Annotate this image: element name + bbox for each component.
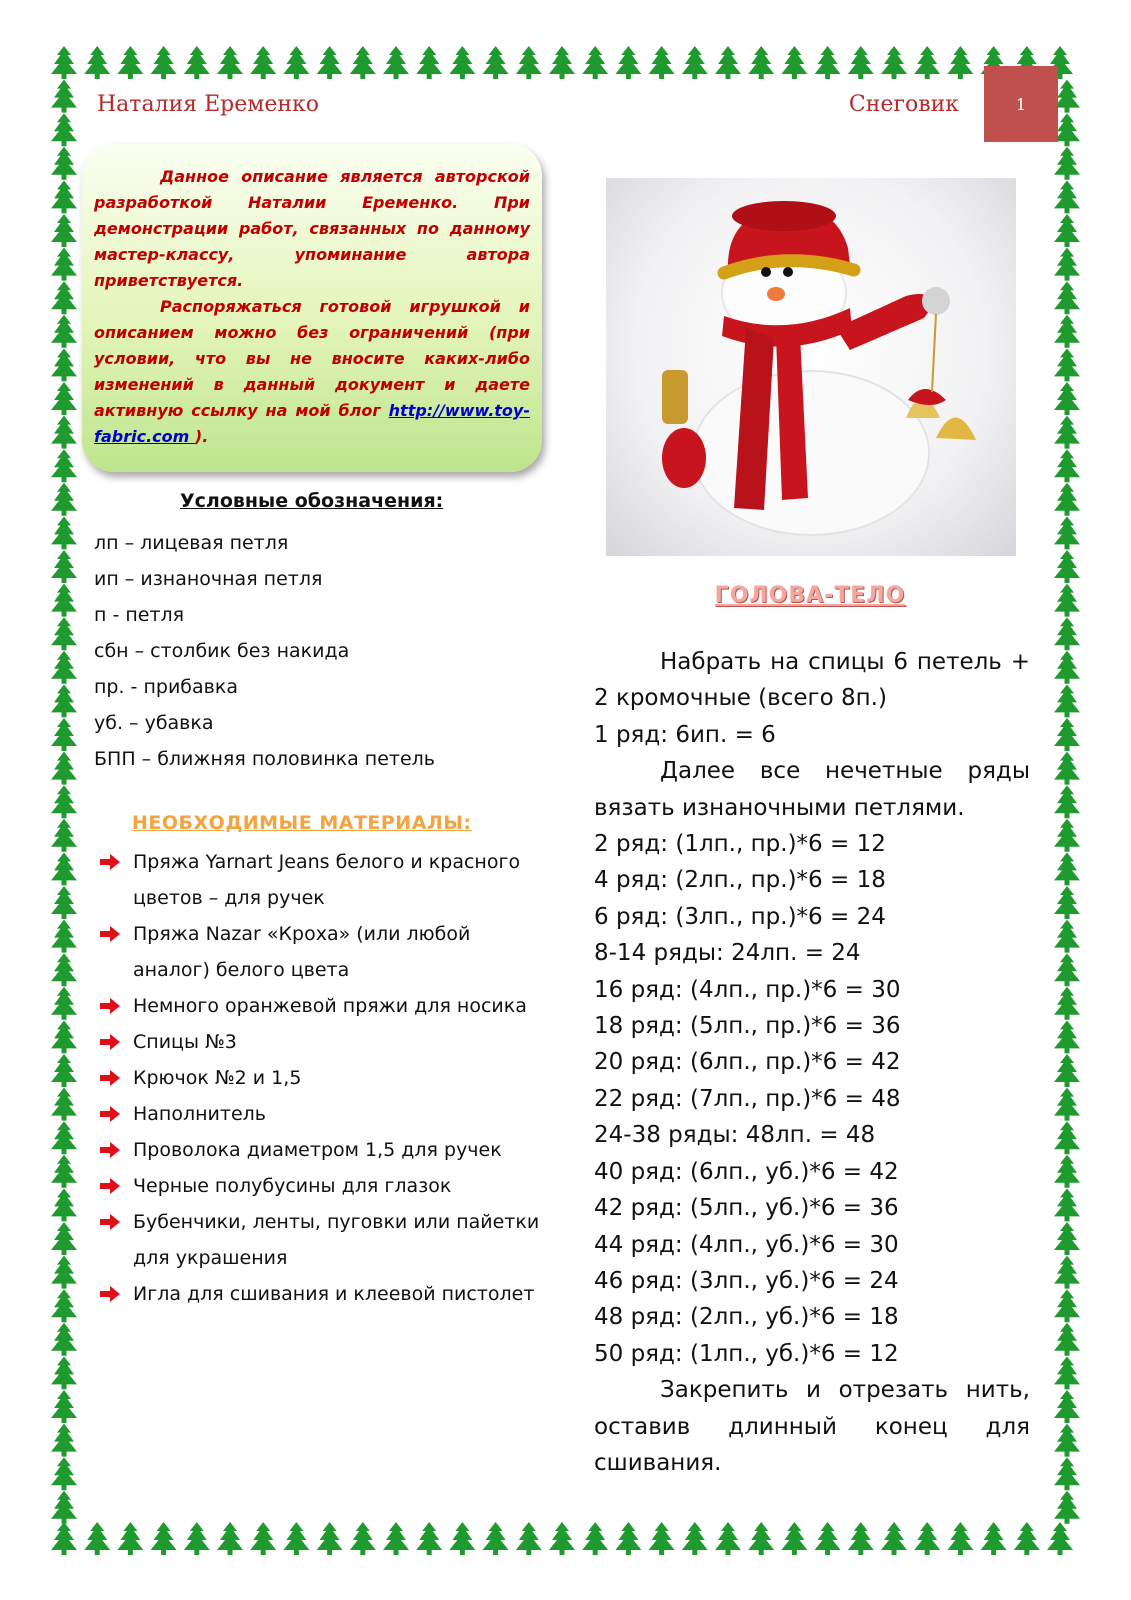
tree-icon (250, 1522, 276, 1555)
material-item: Пряжа Yarnart Jeans белого и красного цветов – для ручек (100, 844, 550, 916)
copyright-note (82, 144, 542, 472)
instruction-row: 2 ряд: (1лп., пр.)*6 = 12 (594, 831, 886, 858)
tree-icon (151, 1522, 177, 1555)
tree-icon (1054, 315, 1080, 348)
material-item: Наполнитель (100, 1096, 550, 1132)
tree-icon (981, 1522, 1007, 1555)
tree-icon (51, 550, 77, 583)
tree-icon (1054, 785, 1080, 818)
legend-item: сбн – столбик без накида (94, 640, 350, 662)
tree-icon (1054, 886, 1080, 919)
tree-icon (1054, 1256, 1080, 1289)
tree-icon (1054, 382, 1080, 415)
tree-icon (1054, 1054, 1080, 1087)
tree-icon (51, 281, 77, 314)
instruction-row: 44 ряд: (4лп., уб.)*6 = 30 (594, 1231, 899, 1258)
legend-item: ип – изнаночная петля (94, 568, 323, 590)
tree-icon (1054, 718, 1080, 751)
tree-icon (582, 1522, 608, 1555)
tree-icon (715, 46, 741, 79)
tree-icon (549, 1522, 575, 1555)
page-number: 1 (984, 66, 1058, 142)
tree-icon (1054, 1457, 1080, 1490)
tree-icon (1054, 819, 1080, 852)
tree-icon (51, 684, 77, 717)
instruction-row: 42 ряд: (5лп., уб.)*6 = 36 (594, 1195, 899, 1222)
instruction-row: 1 ряд: 6ип. = 6 (594, 721, 776, 748)
material-item: Спицы №3 (100, 1024, 550, 1060)
tree-icon (1054, 516, 1080, 549)
material-item: Проволока диаметром 1,5 для ручек (100, 1132, 550, 1168)
material-item: Пряжа Nazar «Кроха» (или любой аналог) белого цвета (100, 916, 550, 988)
tree-icon (1054, 651, 1080, 684)
tree-icon (51, 1522, 77, 1555)
tree-icon (84, 46, 110, 79)
tree-icon (781, 1522, 807, 1555)
instruction-row: 16 ряд: (4лп., пр.)*6 = 30 (594, 976, 901, 1003)
tree-icon (1054, 1088, 1080, 1121)
tree-icon (1054, 920, 1080, 953)
tree-icon (51, 1188, 77, 1221)
tree-icon (51, 483, 77, 516)
tree-icon (449, 46, 475, 79)
tree-icon (383, 1522, 409, 1555)
tree-icon (483, 1522, 509, 1555)
tree-icon (1054, 281, 1080, 314)
arrow-bullet-icon (100, 1142, 120, 1158)
tree-icon (317, 1522, 343, 1555)
tree-icon (914, 46, 940, 79)
instruction-row: 48 ряд: (2лп., уб.)*6 = 18 (594, 1304, 899, 1331)
instructions (594, 644, 1030, 1481)
material-item: Черные полубусины для глазок (100, 1168, 550, 1204)
instruction-row: 46 ряд: (3лп., уб.)*6 = 24 (594, 1267, 899, 1294)
header-author: Наталия Еременко (97, 92, 320, 117)
arrow-bullet-icon (100, 998, 120, 1014)
tree-icon (51, 1155, 77, 1188)
materials-list (100, 844, 550, 1312)
tree-icon (1054, 1222, 1080, 1255)
tree-icon (1054, 1491, 1080, 1524)
tree-icon (51, 248, 77, 281)
tree-icon (748, 1522, 774, 1555)
material-item: Бубенчики, ленты, пуговки или пайетки для украшения (100, 1204, 550, 1276)
arrow-bullet-icon (100, 1034, 120, 1050)
blog-link[interactable]: http://www.toy-fabric.com (94, 401, 530, 446)
tree-icon (1054, 852, 1080, 885)
tree-icon (1054, 1356, 1080, 1389)
tree-icon (51, 1390, 77, 1423)
tree-icon (582, 46, 608, 79)
tree-icon (51, 1356, 77, 1389)
tree-icon (649, 1522, 675, 1555)
tree-icon (117, 46, 143, 79)
tree-icon (151, 46, 177, 79)
tree-icon (117, 1522, 143, 1555)
legend-list (94, 525, 435, 777)
tree-icon (748, 46, 774, 79)
tree-icon (51, 449, 77, 482)
arrow-bullet-icon (100, 1106, 120, 1122)
tree-icon (51, 382, 77, 415)
tree-icon (51, 1424, 77, 1457)
tree-icon (914, 1522, 940, 1555)
tree-icon (1054, 1020, 1080, 1053)
note-paragraph-2: Распоряжаться готовой игрушкой и описанием можно без ограничений (при условии, что вы не вносите каких-либо изменений в данный документ и даете активную ссылку на мой блог http://www.toy-fabric.com ). (94, 297, 530, 446)
instruction-row: 8-14 ряды: 24лп. = 24 (594, 940, 861, 967)
snowman-illustration (606, 178, 1016, 556)
tree-icon (283, 1522, 309, 1555)
tree-icon (947, 1522, 973, 1555)
tree-icon (1054, 1121, 1080, 1154)
instruction-row: 40 ряд: (6лп., уб.)*6 = 42 (594, 1158, 899, 1185)
tree-icon (416, 1522, 442, 1555)
tree-icon (51, 752, 77, 785)
tree-icon (51, 920, 77, 953)
tree-icon (715, 1522, 741, 1555)
arrow-bullet-icon (100, 1178, 120, 1194)
instruction-row: 24-38 ряды: 48лп. = 48 (594, 1122, 876, 1149)
legend-item: лп – лицевая петля (94, 532, 289, 554)
tree-icon (1054, 348, 1080, 381)
tree-icon (483, 46, 509, 79)
tree-icon (51, 1289, 77, 1322)
tree-icon (184, 46, 210, 79)
tree-icon (217, 46, 243, 79)
section-title: ГОЛОВА-ТЕЛО (714, 583, 906, 608)
tree-icon (51, 1222, 77, 1255)
arrow-bullet-icon (100, 1214, 120, 1230)
tree-icon (51, 785, 77, 818)
tree-icon (51, 214, 77, 247)
legend-item: пр. - прибавка (94, 676, 238, 698)
header-title: Снеговик (848, 92, 959, 117)
tree-icon (848, 1522, 874, 1555)
tree-icon (51, 819, 77, 852)
tree-icon (682, 46, 708, 79)
tree-icon (1054, 550, 1080, 583)
tree-icon (350, 46, 376, 79)
legend-title: Условные обозначения: (180, 490, 444, 512)
tree-icon (881, 1522, 907, 1555)
legend-item: уб. – убавка (94, 712, 214, 734)
instruction-row: 22 ряд: (7лп., пр.)*6 = 48 (594, 1085, 901, 1112)
tree-icon (51, 1088, 77, 1121)
tree-icon (815, 1522, 841, 1555)
tree-icon (1054, 147, 1080, 180)
tree-icon (51, 718, 77, 751)
tree-icon (51, 348, 77, 381)
tree-icon (51, 1457, 77, 1490)
tree-icon (51, 1121, 77, 1154)
instruction-row: 20 ряд: (6лп., пр.)*6 = 42 (594, 1049, 901, 1076)
tree-icon (1054, 684, 1080, 717)
tree-icon (1054, 449, 1080, 482)
tree-icon (416, 46, 442, 79)
tree-icon (449, 1522, 475, 1555)
tree-icon (1054, 248, 1080, 281)
material-item: Игла для сшивания и клеевой пистолет (100, 1276, 550, 1312)
tree-icon (51, 987, 77, 1020)
tree-icon (51, 315, 77, 348)
tree-icon (682, 1522, 708, 1555)
tree-icon (51, 651, 77, 684)
legend-item: БПП – ближняя половинка петель (94, 748, 435, 770)
tree-icon (1047, 1522, 1073, 1555)
tree-icon (516, 1522, 542, 1555)
material-item: Крючок №2 и 1,5 (100, 1060, 550, 1096)
tree-icon (516, 46, 542, 79)
instruction-row: 50 ряд: (1лп., уб.)*6 = 12 (594, 1340, 899, 1367)
tree-icon (1014, 1522, 1040, 1555)
tree-icon (1054, 416, 1080, 449)
materials-title: НЕОБХОДИМЫЕ МАТЕРИАЛЫ: (132, 812, 472, 834)
tree-icon (51, 1491, 77, 1524)
tree-icon (350, 1522, 376, 1555)
tree-icon (781, 46, 807, 79)
tree-icon (1054, 180, 1080, 213)
instruction-row: 18 ряд: (5лп., пр.)*6 = 36 (594, 1013, 901, 1040)
instruction-row: 6 ряд: (3лп., пр.)*6 = 24 (594, 903, 886, 930)
tree-icon (848, 46, 874, 79)
tree-icon (649, 46, 675, 79)
tree-icon (51, 1256, 77, 1289)
arrow-bullet-icon (100, 854, 120, 870)
tree-icon (947, 46, 973, 79)
tree-icon (1054, 1188, 1080, 1221)
instruction-intro: Набрать на спицы 6 петель + 2 кромочные (всего 8п.) (594, 649, 1030, 712)
note-paragraph-1: Данное описание является авторской разработкой Наталии Еременко. При демонстрации работ, связанных по данному мастер-классу, упоминание автора приветствуется. (94, 167, 530, 290)
arrow-bullet-icon (100, 926, 120, 942)
tree-icon (51, 1020, 77, 1053)
tree-icon (1054, 1289, 1080, 1322)
tree-icon (881, 46, 907, 79)
tree-icon (51, 617, 77, 650)
tree-icon (51, 80, 77, 113)
tree-icon (184, 1522, 210, 1555)
tree-icon (51, 953, 77, 986)
tree-icon (250, 46, 276, 79)
tree-icon (1054, 617, 1080, 650)
tree-icon (283, 46, 309, 79)
arrow-bullet-icon (100, 1070, 120, 1086)
arrow-bullet-icon (100, 1286, 120, 1302)
tree-icon (815, 46, 841, 79)
tree-icon (549, 46, 575, 79)
tree-icon (51, 1323, 77, 1356)
tree-icon (1054, 1390, 1080, 1423)
tree-icon (383, 46, 409, 79)
tree-icon (1054, 1155, 1080, 1188)
tree-icon (1054, 987, 1080, 1020)
tree-icon (1054, 752, 1080, 785)
tree-icon (1054, 1424, 1080, 1457)
instruction-finish: Закрепить и отрезать нить, оставив длинный конец для сшивания. (594, 1377, 1030, 1476)
tree-icon (51, 516, 77, 549)
material-item: Немного оранжевой пряжи для носика (100, 988, 550, 1024)
tree-icon (1054, 483, 1080, 516)
tree-icon (615, 46, 641, 79)
tree-icon (51, 180, 77, 213)
tree-icon (51, 584, 77, 617)
tree-icon (51, 416, 77, 449)
instruction-note: Далее все нечетные ряды вязать изнаночными петлями. (594, 758, 1030, 821)
snowman-photo (606, 178, 1016, 556)
tree-icon (51, 1054, 77, 1087)
tree-icon (1054, 584, 1080, 617)
instruction-row: 4 ряд: (2лп., пр.)*6 = 18 (594, 867, 886, 894)
tree-icon (84, 1522, 110, 1555)
tree-icon (615, 1522, 641, 1555)
tree-icon (1054, 214, 1080, 247)
tree-icon (51, 147, 77, 180)
legend-item: п - петля (94, 604, 185, 626)
tree-icon (51, 852, 77, 885)
tree-icon (51, 886, 77, 919)
tree-icon (51, 46, 77, 79)
tree-icon (51, 113, 77, 146)
tree-icon (1054, 953, 1080, 986)
tree-icon (217, 1522, 243, 1555)
tree-icon (1054, 1323, 1080, 1356)
tree-icon (317, 46, 343, 79)
